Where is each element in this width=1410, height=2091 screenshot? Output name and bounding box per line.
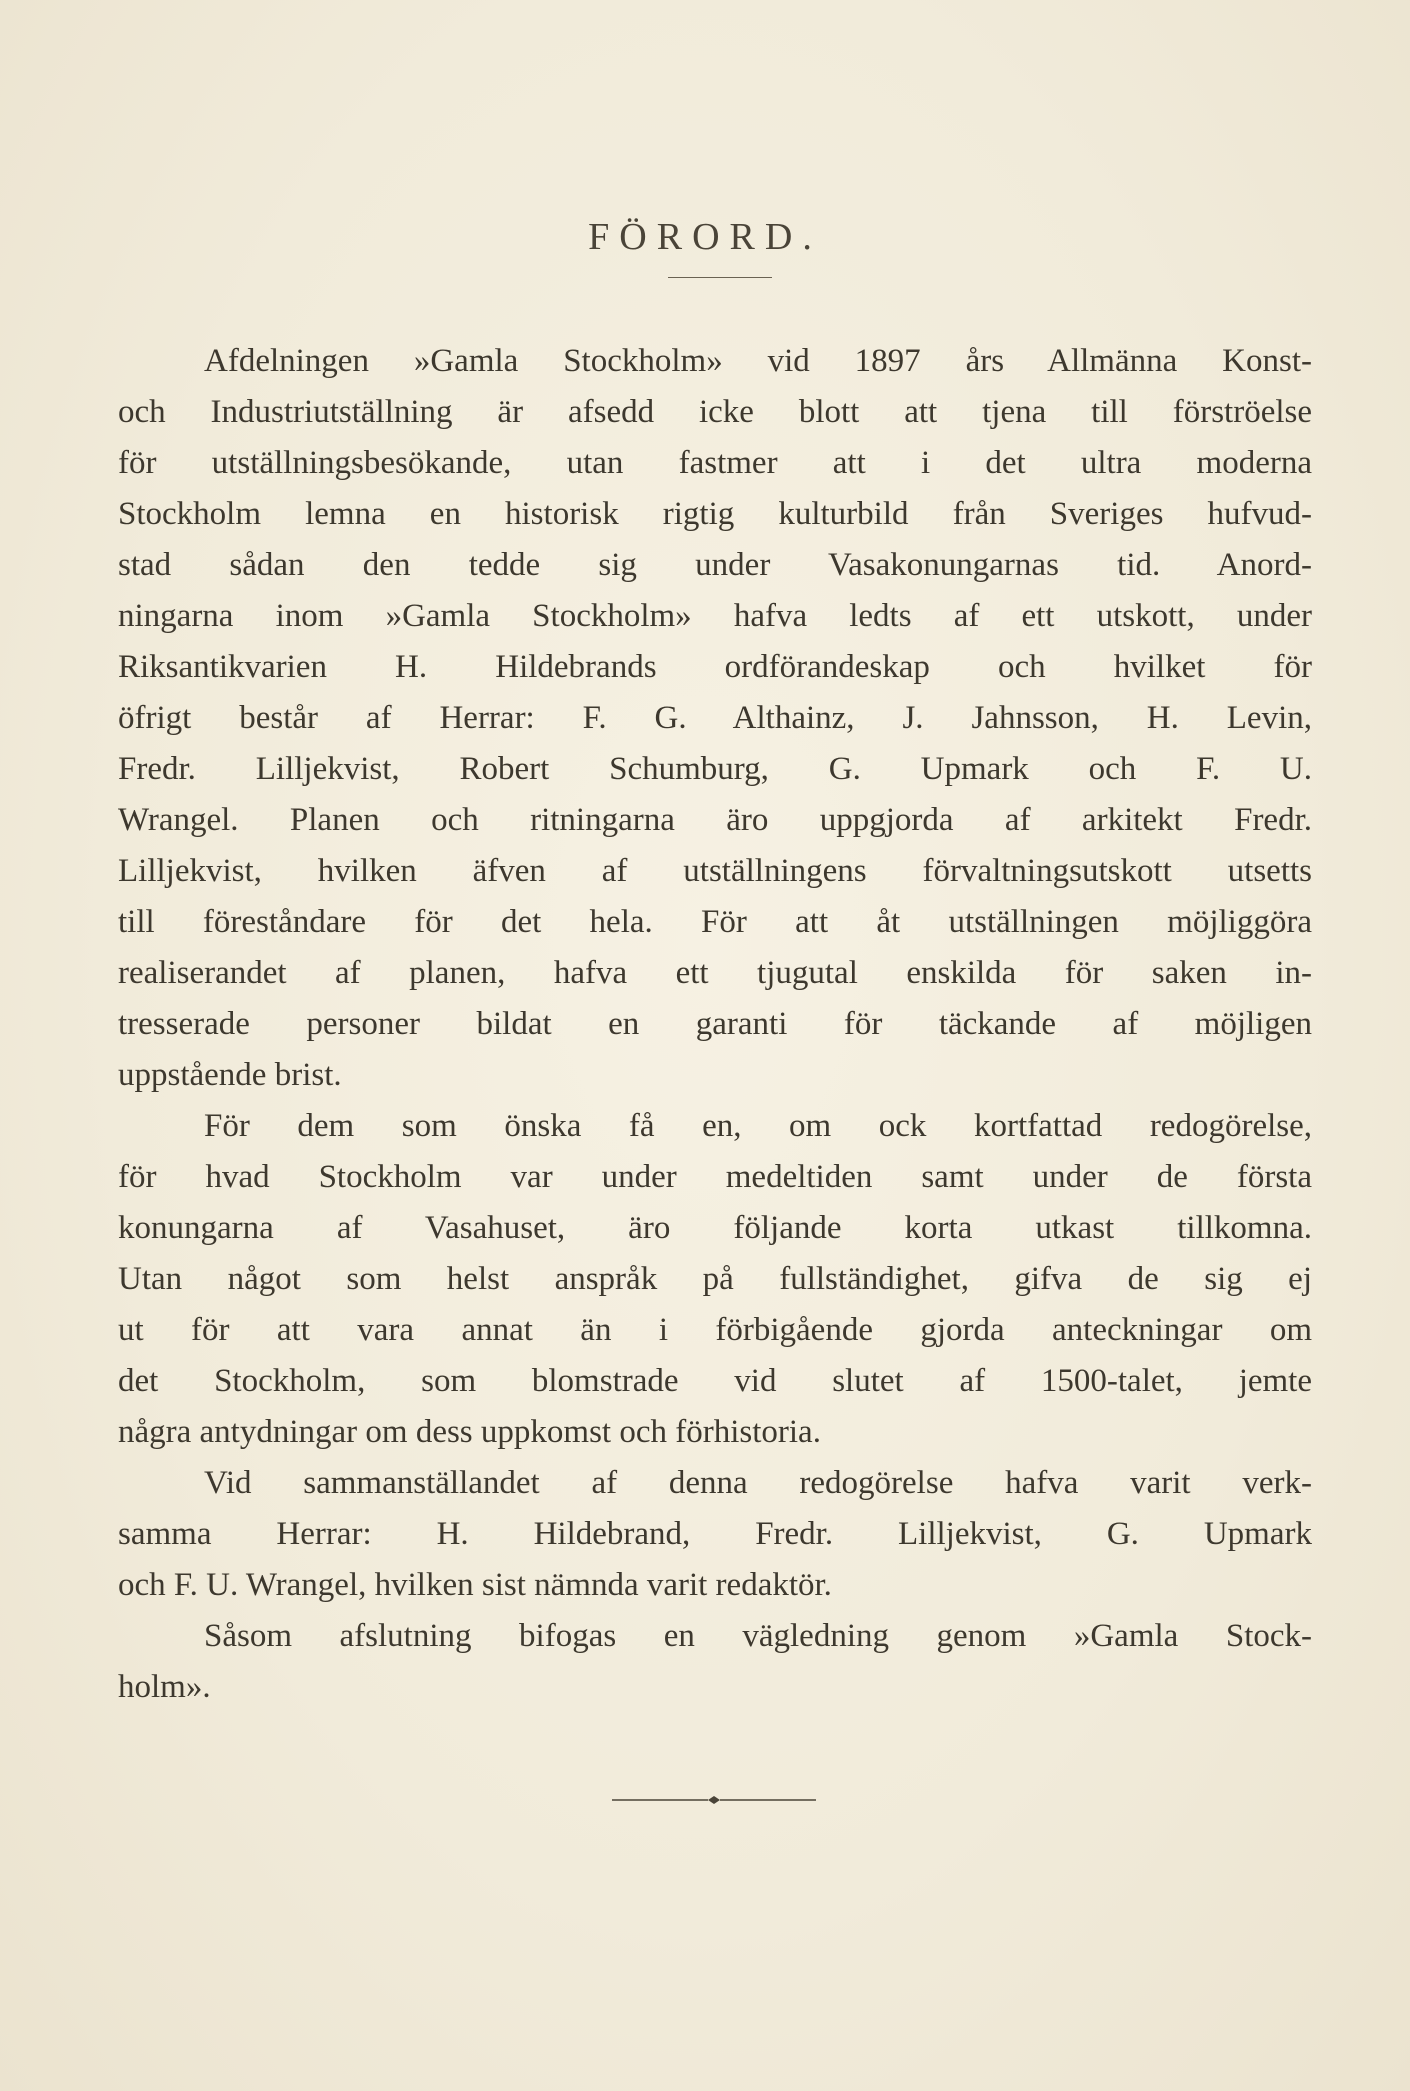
text-line: några antydningar om dess uppkomst och förhistoria. [118, 1414, 821, 1450]
body-text [118, 336, 1312, 1713]
text-line: Wrangel. Planen och ritningarna äro uppgjorda af arkitekt Fredr. [118, 802, 1312, 838]
text-line: stad sådan den tedde sig under Vasakonungarnas tid. Anord- [118, 547, 1312, 583]
text-line: Utan något som helst anspråk på fullständighet, gifva de sig ej [118, 1261, 1312, 1297]
text-line: ut för att vara annat än i förbigående gjorda anteckningar om [118, 1312, 1312, 1348]
text-line: och F. U. Wrangel, hvilken sist nämnda varit redaktör. [118, 1567, 832, 1603]
text-line: Vid sammanställandet af denna redogörelse hafva varit verk- [204, 1465, 1312, 1501]
text-line: För dem som önska få en, om ock kortfattad redogörelse, [204, 1108, 1312, 1144]
text-line: Riksantikvarien H. Hildebrands ordförandeskap och hvilket för [118, 649, 1312, 685]
text-line: Stockholm lemna en historisk rigtig kulturbild från Sveriges hufvud- [118, 496, 1312, 532]
text-line: samma Herrar: H. Hildebrand, Fredr. Lilljekvist, G. Upmark [118, 1516, 1312, 1552]
text-line: för hvad Stockholm var under medeltiden samt under de första [118, 1159, 1312, 1195]
text-line: Fredr. Lilljekvist, Robert Schumburg, G. Upmark och F. U. [118, 751, 1312, 787]
text-line: Afdelningen »Gamla Stockholm» vid 1897 års Allmänna Konst- [204, 343, 1312, 379]
text-line: Lilljekvist, hvilken äfven af utställningens förvaltningsutskott utsetts [118, 853, 1312, 889]
text-line: till föreståndare för det hela. För att åt utställningen möjliggöra [118, 904, 1312, 940]
text-line: för utställningsbesökande, utan fastmer att i det ultra moderna [118, 445, 1312, 481]
text-line: realiserandet af planen, hafva ett tjugutal enskilda för saken in- [118, 955, 1312, 991]
text-line: holm». [118, 1669, 211, 1705]
ornament-divider [612, 1794, 816, 1806]
text-line: Såsom afslutning bifogas en vägledning genom »Gamla Stock- [204, 1618, 1312, 1654]
text-line: tresserade personer bildat en garanti för täckande af möjligen [118, 1006, 1312, 1042]
text-line: och Industriutställning är afsedd icke blott att tjena till förströelse [118, 394, 1312, 430]
text-line: ningarna inom »Gamla Stockholm» hafva ledts af ett utskott, under [118, 598, 1312, 634]
text-line: öfrigt består af Herrar: F. G. Althainz, J. Jahnsson, H. Levin, [118, 700, 1312, 736]
page-title: FÖRORD. [588, 216, 822, 259]
text-line: uppstående brist. [118, 1057, 342, 1093]
text-line: konungarna af Vasahuset, äro följande korta utkast tillkomna. [118, 1210, 1312, 1246]
title-divider [668, 277, 772, 278]
text-line: det Stockholm, som blomstrade vid slutet af 1500-talet, jemte [118, 1363, 1312, 1399]
